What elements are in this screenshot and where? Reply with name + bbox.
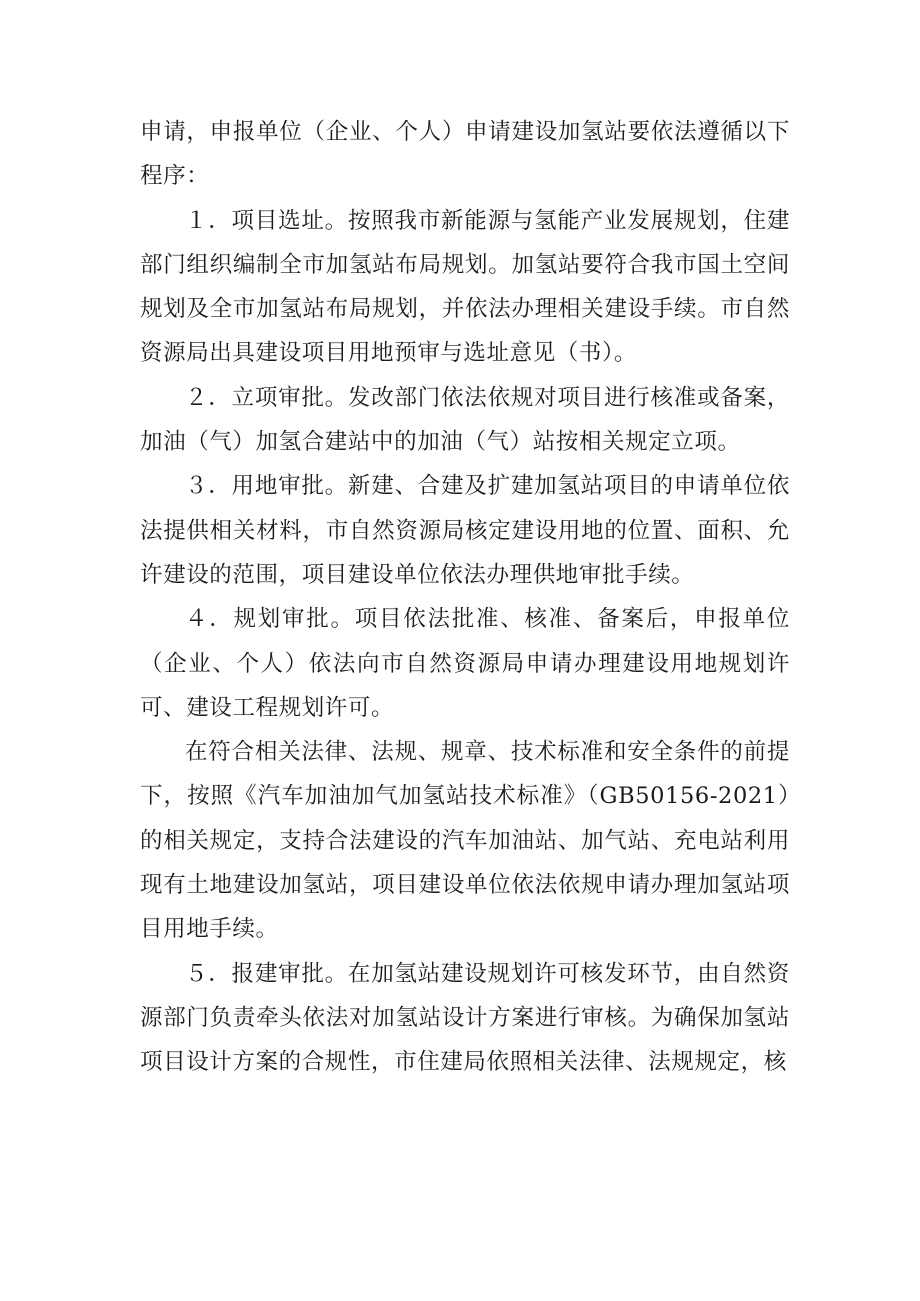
paragraph-item-4-planning-approval: ４．规划审批。项目依法批准、核准、备案后，申报单位（企业、个人）依法向市自然资源局申请办理建设用地规划许可、建设工程规划许可。 [140,606,790,721]
paragraph-item-3-land-approval: ３．用地审批。新建、合建及扩建加氢站项目的申请单位依法提供相关材料，市自然资源局核定建设用地的位置、面积、允许建设的范围，项目建设单位依法办理供地审批手续。 [140,473,790,588]
paragraph-item-1-site-selection: １．项目选址。按照我市新能源与氢能产业发展规划，住建部门组织编制全市加氢站布局规划。加氢站要符合我市国土空间规划及全市加氢站布局规划，并依法办理相关建设手续。市自然资源局出具建设项目用地预审与选址意见（书）。 [140,207,790,367]
paragraph-item-5-construction-approval: ５．报建审批。在加氢站建设规划许可核发环节，由自然资源部门负责牵头依法对加氢站设计方案进行审核。为确保加氢站项目设计方案的合规性，市住建局依照相关法律、法规规定，核 [140,960,790,1076]
paragraph-item-2-project-approval: ２．立项审批。发改部门依法依规对项目进行核准或备案，加油（气）加氢合建站中的加油（气）站按相关规定立项。 [140,384,790,456]
paragraph-intro: 申请，申报单位（企业、个人）申请建设加氢站要依法遵循以下程序： [140,119,790,190]
document-body [140,110,790,1085]
paragraph-standard-reference: 在符合相关法律、法规、规章、技术标准和安全条件的前提下，按照《汽车加油加气加氢站技术标准》（GB50156-2021）的相关规定，支持合法建设的汽车加油站、加气站、充电站利用现有土地建设加氢站，项目建设单位依法依规申请办理加氢站项目用地手续。 [140,739,790,943]
